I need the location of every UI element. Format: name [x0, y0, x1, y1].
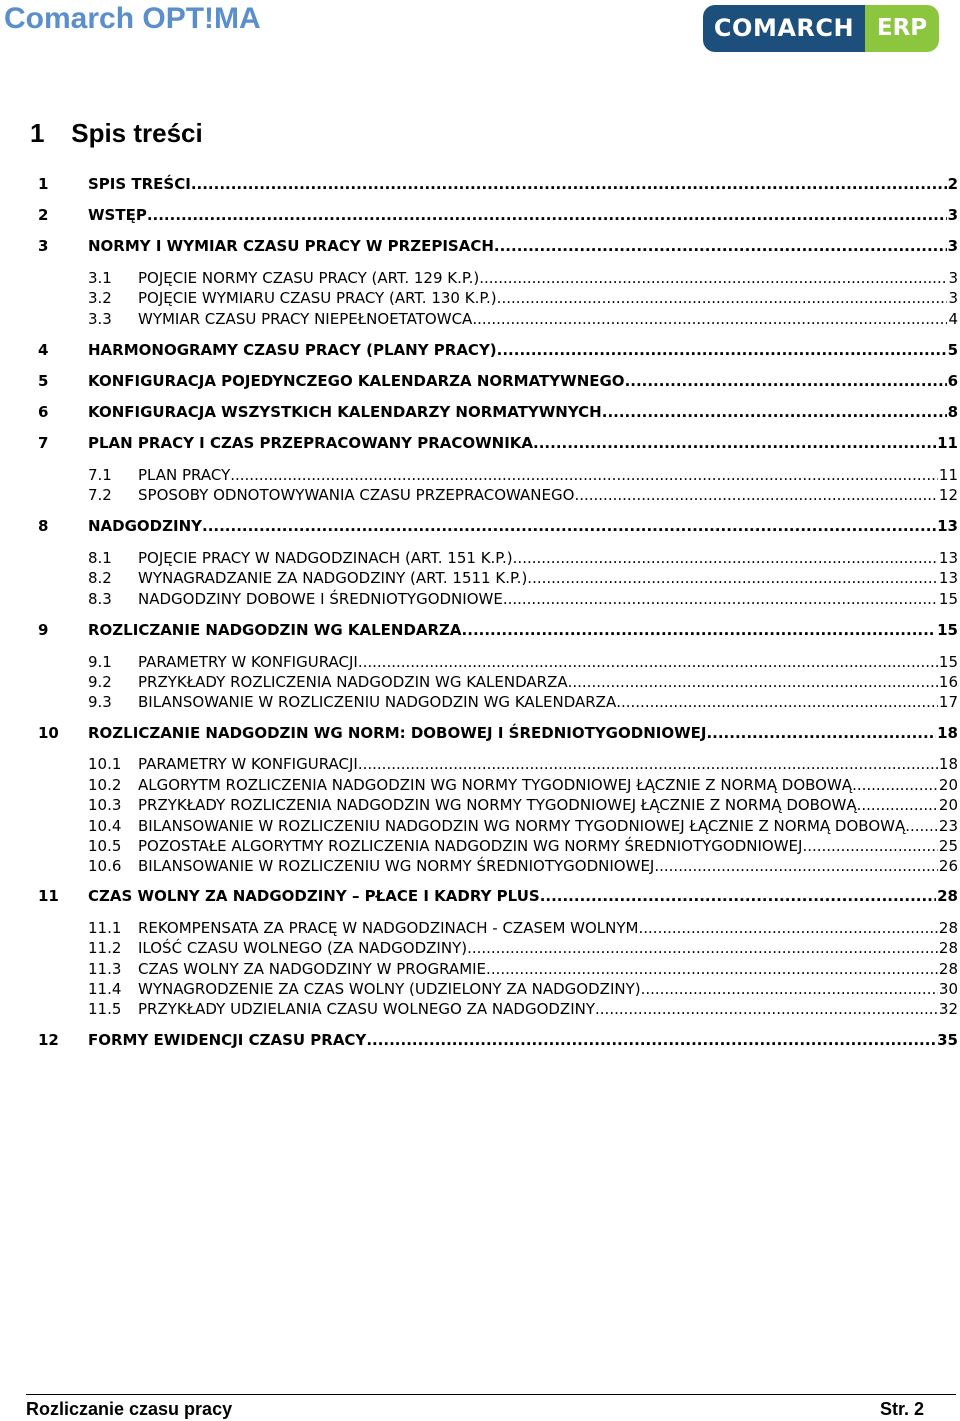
- toc-entry-title: WYMIAR CZASU PRACY NIEPEŁNOETATOWCA: [138, 310, 473, 328]
- toc-entry-title: POZOSTAŁE ALGORYTMY ROZLICZENIA NADGODZIN WG NORMY ŚREDNIOTYGODNIOWEJ: [138, 837, 803, 855]
- toc-entry-leader: [202, 517, 936, 535]
- toc-entry-title: PRZYKŁADY ROZLICZENIA NADGODZIN WG KALENDARZA: [138, 673, 568, 691]
- toc-entry[interactable]: [38, 403, 958, 425]
- toc-entry-page: 28: [938, 919, 958, 937]
- toc-entry-number: 12: [38, 1031, 59, 1049]
- toc-entry-leader: [366, 1031, 936, 1049]
- toc-entry-number: 11.2: [88, 939, 122, 957]
- toc-entry-number: 2: [38, 206, 49, 224]
- toc-entry-number: 7.2: [88, 486, 112, 504]
- toc-entry-number: 4: [38, 341, 49, 359]
- toc-entry-title: CZAS WOLNY ZA NADGODZINY W PROGRAMIE: [138, 960, 487, 978]
- toc-entry-leader: [625, 372, 947, 390]
- toc-entry-page: 15: [938, 653, 958, 671]
- toc-entry-leader: [503, 590, 938, 608]
- toc-entry-leader: [905, 817, 938, 835]
- toc-entry-title: ALGORYTM ROZLICZENIA NADGODZIN WG NORMY TYGODNIOWEJ ŁĄCZNIE Z NORMĄ DOBOWĄ: [138, 776, 853, 794]
- toc-entry-page: 16: [938, 673, 958, 691]
- toc-entry[interactable]: [88, 653, 958, 675]
- toc-entry-number: 10: [38, 724, 59, 742]
- toc-entry-number: 9: [38, 621, 49, 639]
- toc-entry[interactable]: [88, 486, 958, 508]
- toc-entry-leader: [857, 796, 938, 814]
- toc-entry[interactable]: [38, 724, 958, 746]
- toc-entry-number: 9.1: [88, 653, 112, 671]
- toc-entry-page: 32: [938, 1000, 958, 1018]
- toc-entry-number: 11.1: [88, 919, 122, 937]
- logo-comarch-text: COMARCH: [703, 5, 865, 52]
- toc-entry-title: BILANSOWANIE W ROZLICZENIU NADGODZIN WG KALENDARZA: [138, 693, 617, 711]
- toc-entry[interactable]: [88, 569, 958, 591]
- logo-erp-text: ERP: [865, 5, 939, 52]
- toc-entry-leader: [568, 673, 938, 691]
- toc-entry[interactable]: [38, 237, 958, 259]
- comarch-erp-logo: [703, 5, 939, 52]
- toc-entry-leader: [527, 569, 938, 587]
- toc-entry-leader: [494, 237, 947, 255]
- toc-entry-page: 13: [938, 569, 958, 587]
- toc-entry-number: 10.1: [88, 755, 122, 773]
- toc-entry[interactable]: [88, 939, 958, 961]
- toc-entry-page: 20: [938, 776, 958, 794]
- toc-entry-number: 5: [38, 372, 49, 390]
- toc-entry-number: 9.3: [88, 693, 112, 711]
- toc-entry-title: ROZLICZANIE NADGODZIN WG NORM: DOBOWEJ I ŚREDNIOTYGODNIOWEJ: [88, 724, 707, 742]
- toc-entry-title: SPIS TREŚCI: [88, 175, 191, 193]
- toc-entry-number: 1: [38, 175, 49, 193]
- toc-entry-number: 6: [38, 403, 49, 421]
- toc-entry[interactable]: [38, 206, 958, 228]
- toc-entry-title: NORMY I WYMIAR CZASU PRACY W PRZEPISACH: [88, 237, 494, 255]
- toc-entry-leader: [654, 857, 938, 875]
- toc-entry[interactable]: [88, 466, 958, 488]
- toc-entry[interactable]: [88, 919, 958, 941]
- toc-entry-leader: [513, 549, 938, 567]
- toc-entry-page: 3: [947, 237, 958, 255]
- toc-entry-page: 2: [947, 175, 958, 193]
- toc-entry-number: 7.1: [88, 466, 112, 484]
- toc-entry-number: 9.2: [88, 673, 112, 691]
- toc-entry-leader: [852, 776, 938, 794]
- toc-entry-leader: [147, 206, 947, 224]
- toc-entry-page: 6: [947, 372, 958, 390]
- toc-entry-number: 3.1: [88, 269, 112, 287]
- toc-entry-title: WYNAGRADZANIE ZA NADGODZINY (ART. 1511 K.P.): [138, 569, 528, 587]
- toc-entry-page: 28: [937, 887, 958, 905]
- footer-divider: [26, 1394, 956, 1395]
- toc-entry-number: 10.4: [88, 817, 122, 835]
- toc-entry-number: 8.2: [88, 569, 112, 587]
- toc-entry-number: 10.6: [88, 857, 122, 875]
- toc-entry[interactable]: [88, 289, 958, 311]
- toc-entry-title: CZAS WOLNY ZA NADGODZINY – PŁACE I KADRY PLUS: [88, 887, 540, 905]
- toc-entry-page: 12: [938, 486, 958, 504]
- toc-entry-title: SPOSOBY ODNOTOWYWANIA CZASU PRZEPRACOWANEGO: [138, 486, 575, 504]
- toc-entry[interactable]: [88, 693, 958, 715]
- toc-entry-page: 20: [938, 796, 958, 814]
- toc-entry-leader: [639, 919, 938, 937]
- toc-entry-leader: [486, 960, 938, 978]
- toc-entry-page: 11: [938, 466, 958, 484]
- toc-entry-leader: [472, 310, 947, 328]
- toc-entry[interactable]: [88, 310, 958, 332]
- toc-entry-page: 3: [948, 289, 958, 307]
- toc-entry-leader: [533, 434, 936, 452]
- toc-entry-leader: [358, 653, 938, 671]
- toc-entry-title: KONFIGURACJA POJEDYNCZEGO KALENDARZA NORMATYWNEGO: [88, 372, 625, 390]
- toc-entry-title: REKOMPENSATA ZA PRACĘ W NADGODZINACH - CZASEM WOLNYM: [138, 919, 639, 937]
- toc-entry-page: 5: [947, 341, 958, 359]
- toc-entry[interactable]: [88, 857, 958, 879]
- toc-entry-number: 7: [38, 434, 49, 452]
- toc-entry[interactable]: [88, 673, 958, 695]
- toc-entry[interactable]: [88, 590, 958, 612]
- toc-entry-number: 11.5: [88, 1000, 122, 1018]
- footer-title: Rozliczanie czasu pracy: [26, 1399, 233, 1419]
- toc-entry[interactable]: [88, 549, 958, 571]
- toc-entry-title: POJĘCIE NORMY CZASU PRACY (ART. 129 K.P.): [138, 269, 480, 287]
- section-heading-text: Spis treści: [71, 118, 203, 148]
- toc-entry-title: PARAMETRY W KONFIGURACJI: [138, 653, 358, 671]
- toc-entry[interactable]: [38, 887, 958, 909]
- toc-entry-page: 17: [938, 693, 958, 711]
- toc-entry[interactable]: [38, 621, 958, 643]
- toc-entry[interactable]: [38, 434, 958, 456]
- toc-entry-title: HARMONOGRAMY CZASU PRACY (PLANY PRACY): [88, 341, 497, 359]
- toc-entry-number: 8: [38, 517, 49, 535]
- toc-entry-page: 13: [938, 549, 958, 567]
- toc-entry-title: NADGODZINY: [88, 517, 203, 535]
- toc-entry[interactable]: [88, 817, 958, 839]
- toc-entry-page: 8: [947, 403, 958, 421]
- toc-entry[interactable]: [88, 269, 958, 291]
- toc-entry[interactable]: [88, 980, 958, 1002]
- toc-entry-number: 3: [38, 237, 49, 255]
- toc-entry-leader: [497, 289, 948, 307]
- toc-entry-page: 13: [937, 517, 958, 535]
- section-heading: [30, 118, 203, 149]
- toc-entry[interactable]: [88, 755, 958, 777]
- toc-entry-title: ILOŚĆ CZASU WOLNEGO (ZA NADGODZINY): [138, 939, 468, 957]
- toc-entry-title: ROZLICZANIE NADGODZIN WG KALENDARZA: [88, 621, 462, 639]
- toc-entry-page: 3: [947, 206, 958, 224]
- toc-entry-number: 8.1: [88, 549, 112, 567]
- toc-entry-title: NADGODZINY DOBOWE I ŚREDNIOTYGODNIOWE: [138, 590, 503, 608]
- toc-entry-number: 8.3: [88, 590, 112, 608]
- toc-entry-title: FORMY EWIDENCJI CZASU PRACY: [88, 1031, 367, 1049]
- toc-entry[interactable]: [38, 341, 958, 363]
- toc-entry-title: PARAMETRY W KONFIGURACJI: [138, 755, 358, 773]
- toc-entry-leader: [358, 755, 938, 773]
- toc-entry[interactable]: [38, 372, 958, 394]
- toc-entry-title: KONFIGURACJA WSZYSTKICH KALENDARZY NORMATYWNYCH: [88, 403, 602, 421]
- toc-entry-title: POJĘCIE PRACY W NADGODZINACH (ART. 151 K.P.): [138, 549, 513, 567]
- toc-entry-page: 4: [948, 310, 958, 328]
- toc-entry-page: 25: [938, 837, 958, 855]
- toc-entry-title: PLAN PRACY I CZAS PRZEPRACOWANY PRACOWNIKA: [88, 434, 534, 452]
- toc-entry-leader: [616, 693, 938, 711]
- toc-entry-number: 10.2: [88, 776, 122, 794]
- toc-entry-page: 15: [937, 621, 958, 639]
- toc-entry[interactable]: [88, 776, 958, 798]
- toc-entry-leader: [802, 837, 937, 855]
- toc-entry-page: 35: [937, 1031, 958, 1049]
- toc-entry-number: 11.4: [88, 980, 122, 998]
- toc-entry-page: 18: [937, 724, 958, 742]
- toc-entry-leader: [497, 341, 947, 359]
- toc-entry-page: 23: [938, 817, 958, 835]
- toc-entry[interactable]: [88, 1000, 958, 1022]
- toc-entry-title: WSTĘP: [88, 206, 147, 224]
- toc-entry-number: 11.3: [88, 960, 122, 978]
- toc-entry-title: BILANSOWANIE W ROZLICZENIU WG NORMY ŚREDNIOTYGODNIOWEJ: [138, 857, 655, 875]
- toc-entry-number: 11: [38, 887, 59, 905]
- toc-entry-page: 11: [937, 434, 958, 452]
- toc-entry[interactable]: [88, 837, 958, 859]
- toc-entry[interactable]: [88, 796, 958, 818]
- toc-entry-number: 10.5: [88, 837, 122, 855]
- document-header-title: Comarch OPT!MA: [4, 2, 261, 35]
- toc-entry[interactable]: [38, 1031, 958, 1053]
- toc-entry-leader: [462, 621, 937, 639]
- toc-entry-leader: [595, 1000, 938, 1018]
- toc-entry-page: 15: [938, 590, 958, 608]
- toc-entry[interactable]: [38, 175, 958, 197]
- toc-entry-leader: [602, 403, 947, 421]
- toc-entry-title: WYNAGRODZENIE ZA CZAS WOLNY (UDZIELONY ZA NADGODZINY): [138, 980, 641, 998]
- toc-entry-title: POJĘCIE WYMIARU CZASU PRACY (ART. 130 K.P.): [138, 289, 497, 307]
- toc-entry-leader: [641, 980, 938, 998]
- toc-entry-page: 28: [938, 939, 958, 957]
- toc-entry-page: 3: [948, 269, 958, 287]
- toc-entry-leader: [230, 466, 938, 484]
- toc-entry-page: 26: [938, 857, 958, 875]
- toc-entry[interactable]: [38, 517, 958, 539]
- toc-entry-title: PRZYKŁADY ROZLICZENIA NADGODZIN WG NORMY TYGODNIOWEJ ŁĄCZNIE Z NORMĄ DOBOWĄ: [138, 796, 857, 814]
- section-heading-number: 1: [30, 118, 45, 148]
- toc-entry-title: BILANSOWANIE W ROZLICZENIU NADGODZIN WG NORMY TYGODNIOWEJ ŁĄCZNIE Z NORMĄ DOBOWĄ: [138, 817, 906, 835]
- toc-entry-number: 10.3: [88, 796, 122, 814]
- toc-entry-title: PRZYKŁADY UDZIELANIA CZASU WOLNEGO ZA NADGODZINY: [138, 1000, 596, 1018]
- footer-page-number: Str. 2: [880, 1399, 925, 1419]
- toc-entry-title: PLAN PRACY: [138, 466, 231, 484]
- toc-entry-leader: [191, 175, 947, 193]
- toc-entry-number: 3.2: [88, 289, 112, 307]
- toc-entry-page: 18: [938, 755, 958, 773]
- toc-entry-leader: [706, 724, 936, 742]
- toc-entry-number: 3.3: [88, 310, 112, 328]
- toc-entry-leader: [540, 887, 936, 905]
- toc-entry-leader: [479, 269, 947, 287]
- toc-entry[interactable]: [88, 960, 958, 982]
- toc-entry-leader: [574, 486, 937, 504]
- toc-entry-page: 28: [938, 960, 958, 978]
- toc-entry-page: 30: [938, 980, 958, 998]
- toc-entry-leader: [467, 939, 938, 957]
